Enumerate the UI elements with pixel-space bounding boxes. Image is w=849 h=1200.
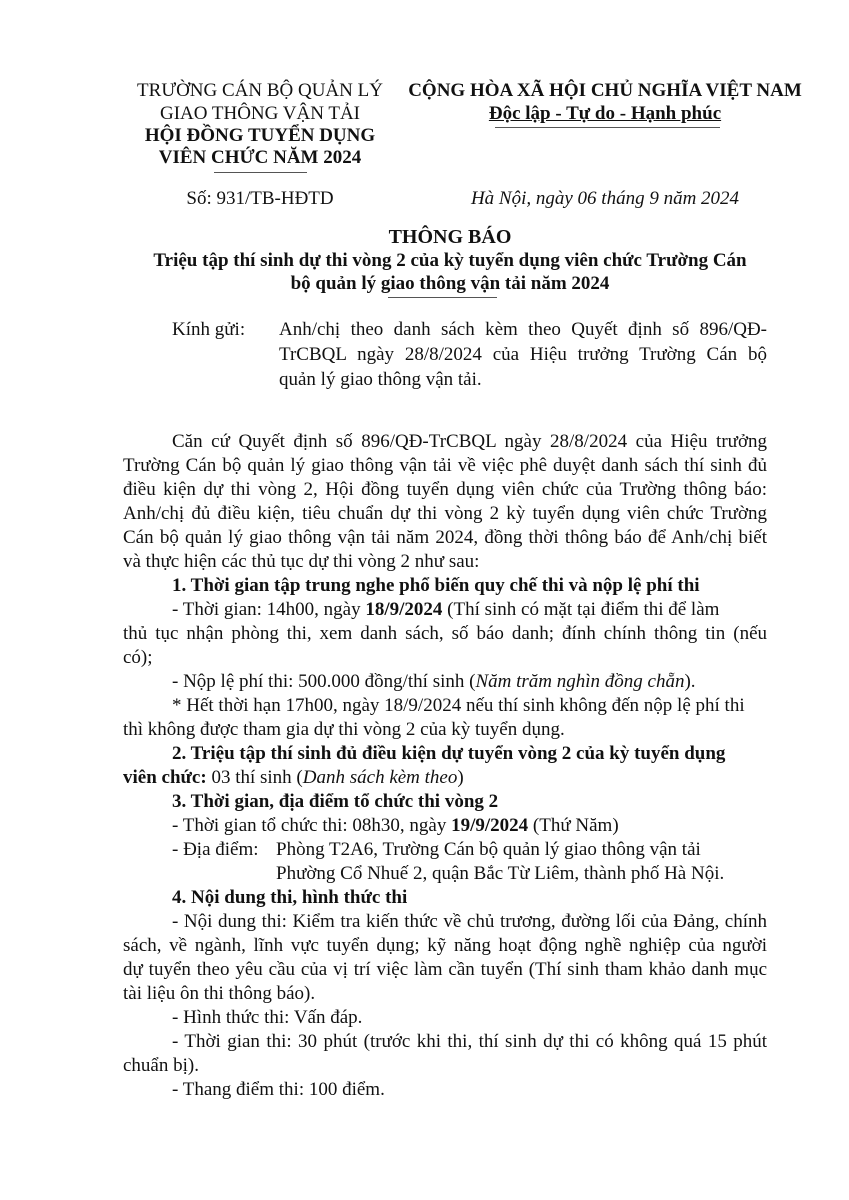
fee-prefix: - Nộp lệ phí thi: 500.000 đồng/thí sinh ( bbox=[172, 671, 476, 692]
title-underline bbox=[388, 297, 497, 298]
paragraph-line: điều kiện dự thi vòng 2, Hội đồng tuyển dụng viên chức của Trường thông báo: bbox=[123, 479, 767, 500]
candidate-count: 03 thí sinh ( bbox=[206, 767, 303, 788]
fee-words: Năm trăm nghìn đồng chẵn bbox=[475, 671, 685, 692]
content-line: dự tuyển theo yêu cầu của vị trí việc làm cần tuyển (Thí sinh tham khảo danh mục bbox=[123, 959, 767, 980]
location-label: - Địa điểm: bbox=[172, 839, 259, 860]
exam-date: 19/9/2024 bbox=[451, 815, 529, 836]
exam-duration-line-1: - Thời gian thi: 30 phút (trước khi thi, thí sinh dự thi có không quá 15 phút bbox=[172, 1031, 767, 1052]
score-scale: - Thang điểm thi: 100 điểm. bbox=[172, 1079, 385, 1100]
recipient-line: Anh/chị theo danh sách kèm theo Quyết định số 896/QĐ- bbox=[279, 319, 767, 340]
time-prefix: - Thời gian: 14h00, ngày bbox=[172, 599, 366, 620]
paragraph-line: Căn cứ Quyết định số 896/QĐ-TrCBQL ngày 28/8/2024 của Hiệu trưởng bbox=[172, 431, 767, 452]
section-3-heading: 3. Thời gian, địa điểm tổ chức thi vòng 2 bbox=[172, 791, 499, 812]
location-line-1: Phòng T2A6, Trường Cán bộ quản lý giao thông vận tải bbox=[276, 839, 701, 860]
paragraph-line: Anh/chị đủ điều kiện, tiêu chuẩn dự thi vòng 2 kỳ tuyển dụng viên chức Trường bbox=[123, 503, 767, 524]
section-1-fee bbox=[172, 670, 696, 694]
count-suffix: ) bbox=[457, 767, 464, 788]
place-date: Hà Nội, ngày 06 tháng 9 năm 2024 bbox=[470, 188, 740, 209]
document-number: Số: 931/TB-HĐTD bbox=[186, 188, 334, 209]
org-line-3: HỘI ĐỒNG TUYỂN DỤNG bbox=[144, 125, 376, 146]
paragraph-line: và thực hiện các thủ tục dự thi vòng 2 như sau: bbox=[123, 551, 480, 572]
org-line-4: VIÊN CHỨC NĂM 2024 bbox=[158, 147, 362, 168]
section-1-deadline-line-1: * Hết thời hạn 17h00, ngày 18/9/2024 nếu thí sinh không đến nộp lệ phí thi bbox=[172, 695, 745, 716]
document-heading: THÔNG BÁO bbox=[388, 226, 512, 248]
content-line: - Nội dung thi: Kiểm tra kiến thức về chủ trương, đường lối của Đảng, chính bbox=[172, 911, 767, 932]
exam-weekday: (Thứ Năm) bbox=[528, 815, 619, 836]
section-1-heading: 1. Thời gian tập trung nghe phổ biến quy chế thi và nộp lệ phí thi bbox=[172, 575, 700, 596]
org-line-2: GIAO THÔNG VẬN TẢI bbox=[159, 103, 361, 124]
recipient-label: Kính gửi: bbox=[172, 319, 246, 340]
section-2-heading: 2. Triệu tập thí sinh đủ điều kiện dự tuyển vòng 2 của kỳ tuyển dụng bbox=[172, 743, 726, 764]
org-line-1: TRƯỜNG CÁN BỘ QUẢN LÝ bbox=[137, 80, 383, 101]
nation-line-2: Độc lập - Tự do - Hạnh phúc bbox=[488, 103, 722, 124]
section-4-heading: 4. Nội dung thi, hình thức thi bbox=[172, 887, 408, 908]
location-line-2: Phường Cổ Nhuế 2, quận Bắc Từ Liêm, thành phố Hà Nội. bbox=[276, 863, 725, 884]
document-subtitle-line-2: bộ quản lý giao thông vận tải năm 2024 bbox=[290, 273, 610, 294]
motto-underline bbox=[495, 127, 720, 128]
section-2-count bbox=[123, 766, 464, 790]
paragraph-line: Cán bộ quản lý giao thông vận tải năm 2024, đồng thời thông báo để Anh/chị biết bbox=[123, 527, 767, 548]
section-1-deadline-line-2: thì không được tham gia dự thi vòng 2 của kỳ tuyển dụng. bbox=[123, 719, 565, 740]
section-1-time-line-2: thủ tục nhận phòng thi, xem danh sách, số báo danh; đính chính thông tin (nếu bbox=[123, 623, 767, 644]
org-underline bbox=[214, 172, 307, 173]
content-line: sách, về ngành, lĩnh vực tuyển dụng; kỹ năng hoạt động nghề nghiệp của người bbox=[123, 935, 767, 956]
time-date: 18/9/2024 bbox=[365, 599, 443, 620]
content-line: tài liệu ôn thi thông báo). bbox=[123, 983, 316, 1004]
section-1-time bbox=[172, 598, 719, 622]
section-1-time-line-3: có); bbox=[123, 647, 153, 668]
section-2-heading-end: viên chức: bbox=[123, 767, 207, 788]
exam-format: - Hình thức thi: Vấn đáp. bbox=[172, 1007, 363, 1028]
paragraph-line: Trường Cán bộ quản lý giao thông vận tải về việc phê duyệt danh sách thí sinh đủ bbox=[123, 455, 767, 476]
recipient-line: quản lý giao thông vận tải. bbox=[279, 369, 482, 390]
exam-duration-line-2: chuẩn bị). bbox=[123, 1055, 199, 1076]
fee-suffix: ). bbox=[684, 671, 696, 692]
nation-line-1: CỘNG HÒA XÃ HỘI CHỦ NGHĨA VIỆT NAM bbox=[408, 80, 802, 101]
recipient-line: TrCBQL ngày 28/8/2024 của Hiệu trưởng Trường Cán bộ bbox=[279, 344, 767, 365]
attached-list-note: Danh sách kèm theo bbox=[302, 767, 458, 788]
time-suffix: (Thí sinh có mặt tại điểm thi để làm bbox=[442, 599, 720, 620]
document-subtitle-line-1: Triệu tập thí sinh dự thi vòng 2 của kỳ tuyển dụng viên chức Trường Cán bbox=[153, 250, 747, 271]
exam-time-prefix: - Thời gian tổ chức thi: 08h30, ngày bbox=[172, 815, 452, 836]
section-3-time bbox=[172, 814, 619, 838]
